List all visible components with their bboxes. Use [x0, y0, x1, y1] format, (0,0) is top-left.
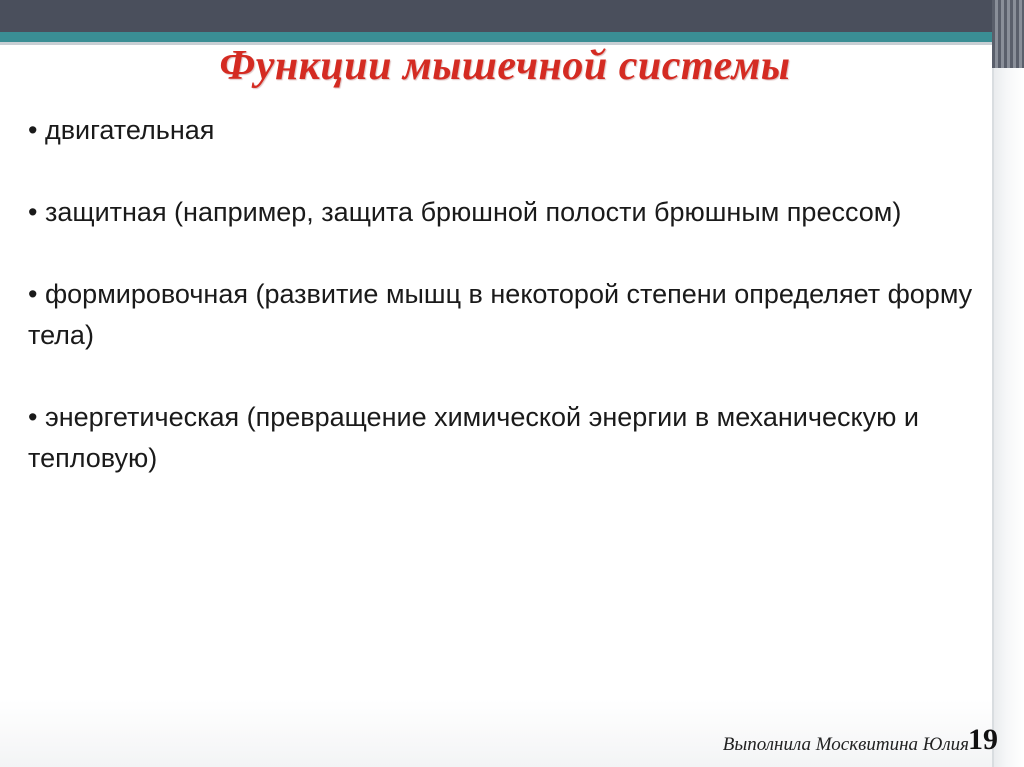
slide-title: Функции мышечной системы — [219, 43, 791, 89]
bullet-item-protective: • защитная (например, защита брюшной полости брюшным прессом) — [28, 197, 902, 227]
bullet-item-motor: • двигательная — [28, 115, 215, 145]
page-number: 19 — [968, 723, 998, 756]
top-decorative-bar — [0, 0, 1024, 32]
bullet-item-shaping: • формировочная (развитие мышц в некоторой степени определяет форму тела) — [28, 279, 973, 350]
footer-author: Выполнила Москвитина Юлия — [722, 734, 969, 755]
bullet-item-energy: • энергетическая (превращение химической энергии в механическую и тепловую) — [28, 402, 919, 473]
bullet-list — [28, 110, 998, 479]
